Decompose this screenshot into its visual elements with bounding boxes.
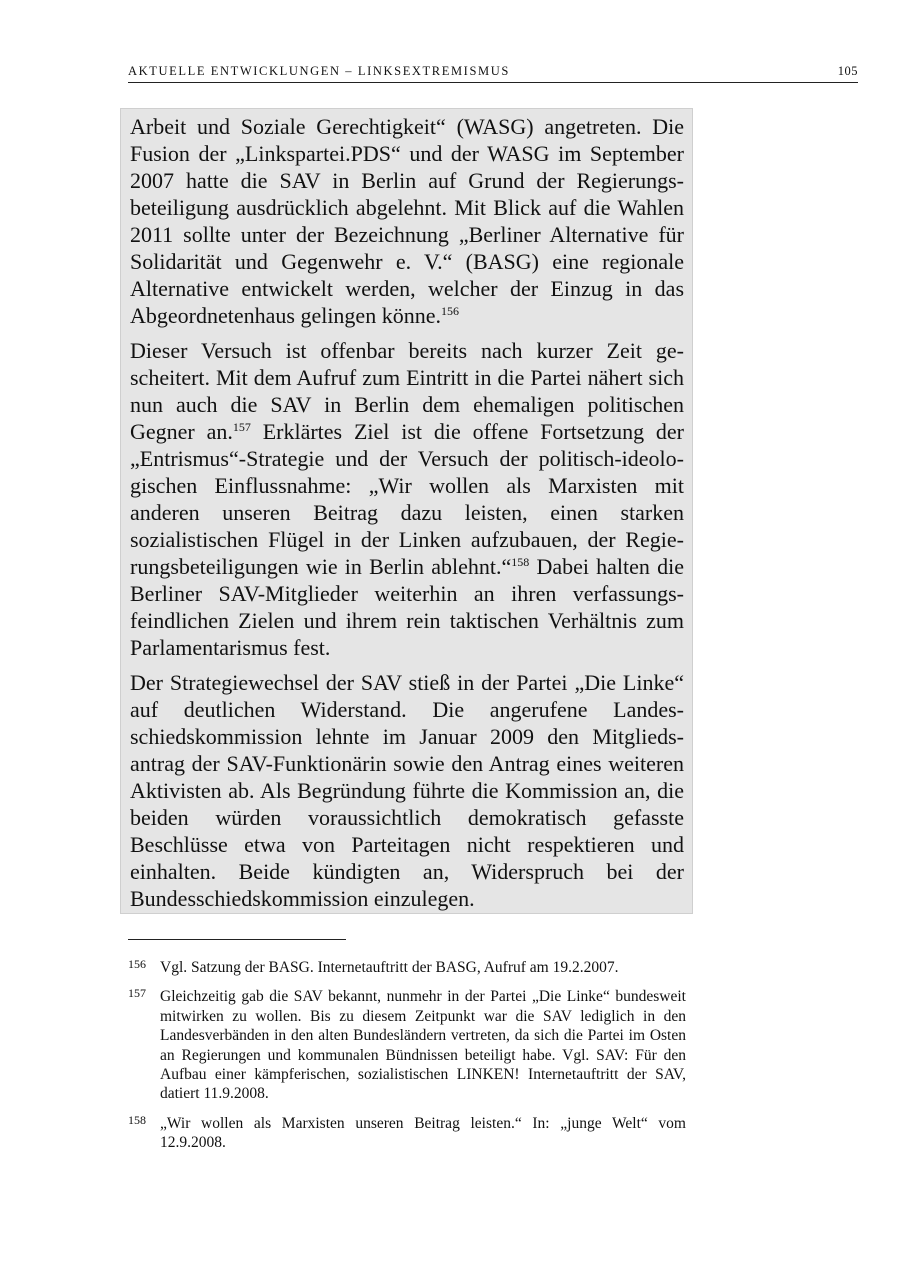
paragraph-2	[130, 337, 684, 661]
footnote-number: 156	[128, 957, 146, 971]
footnote-text: „Wir wollen als Marxisten unseren Beitrag leisten.“ In: „junge Welt“ vom 12.9.2008.	[160, 1114, 686, 1152]
highlighted-text-box	[120, 108, 693, 914]
footnote-156	[128, 958, 686, 977]
footnotes	[128, 958, 686, 1163]
footnote-158	[128, 1114, 686, 1153]
footnote-ref-158[interactable]: 158	[511, 555, 530, 569]
paragraph-2-text-a: Dieser Versuch ist offenbar bereits nach kurzer Zeit gescheitert. Mit dem Aufruf zum Eintritt in die Partei nähert sich nun auch die SAV in Berlin dem ehemaligen politischen Gegner an.	[130, 338, 684, 444]
paragraph-1-text: Arbeit und Soziale Gerechtigkeit“ (WASG) angetreten. Die Fusion der „Linkspartei.PDS“ und der WASG im September 2007 hatte die SAV in Berlin auf Grund der Regierungsbeteiligung ausdrücklich abgelehnt. Mit Blick auf die Wahlen 2011 sollte unter der Bezeichnung „Berliner Alternative für Solidarität und Gegenwehr e. V.“ (BASG) eine regionale Alternative entwickelt werden, welcher der Einzug in das Abgeordnetenhaus gelingen könne.	[130, 114, 684, 328]
footnote-number: 158	[128, 1112, 146, 1127]
footnote-separator	[128, 939, 346, 940]
paragraph-3	[130, 669, 684, 912]
footnote-text: Gleichzeitig gab die SAV bekannt, nunmehr in der Partei „Die Linke“ bundesweit mitwirken zu wollen. Bis zu diesem Zeitpunkt war die SAV lediglich in den Landesverbänden in den alten Bundesländern vertreten, da sich die Partei im Osten an Regierungen und kommunalen Bündnissen beteiligt habe. Vgl. SAV: Für den Aufbau einer kämpferischen, sozialistischen LINKEN! Internetauftritt der SAV, datiert 11.9.2008.	[160, 988, 686, 1103]
footnote-text: Vgl. Satzung der BASG. Internetauftritt der BASG, Aufruf am 19.2.2007.	[160, 959, 619, 976]
footnote-157	[128, 987, 686, 1103]
paragraph-3-text: Der Strategiewechsel der SAV stieß in der Partei „Die Linke“ auf deutlichen Widerstand. Die angerufene Landesschiedskommission lehnte im Januar 2009 den Mitgliedsantrag der SAV-Funktionärin sowie den Antrag eines weiteren Aktivisten ab. Als Begründung führte die Kommission an, die beiden würden voraussichtlich demokratisch gefasste Beschlüsse etwa von Parteitagen nicht respektieren und einhalten. Beide kündigten an, Widerspruch bei der Bundesschiedskommission einzulegen.	[130, 670, 684, 911]
running-title: AKTUELLE ENTWICKLUNGEN – LINKSEXTREMISMUS	[128, 64, 510, 78]
paragraph-2-text-b: Erklärtes Ziel ist die offene Fortsetzung der „Entrismus“-Strategie und der Versuch der politisch-ideologischen Einflussnahme: „Wir wollen als Marxisten mit anderen unseren Beitrag dazu leisten, einen starken sozialistischen Flügel in der Linken aufzubauen, der Regierungsbeteiligungen wie in Berlin ablehnt.“	[130, 419, 685, 579]
page-number: 105	[837, 64, 858, 78]
running-header	[128, 62, 858, 83]
footnote-ref-156[interactable]: 156	[440, 304, 459, 318]
paragraph-1	[130, 113, 684, 329]
footnote-number: 157	[128, 986, 146, 1001]
footnote-ref-157[interactable]: 157	[232, 420, 251, 434]
paragraph-2-text-c: Dabei halten die Berliner SAV-Mitglieder weiterhin an ihren verfassungsfeindlichen Zielen und ihrem rein taktischen Verhältnis zum Parlamentarismus fest.	[130, 554, 684, 660]
